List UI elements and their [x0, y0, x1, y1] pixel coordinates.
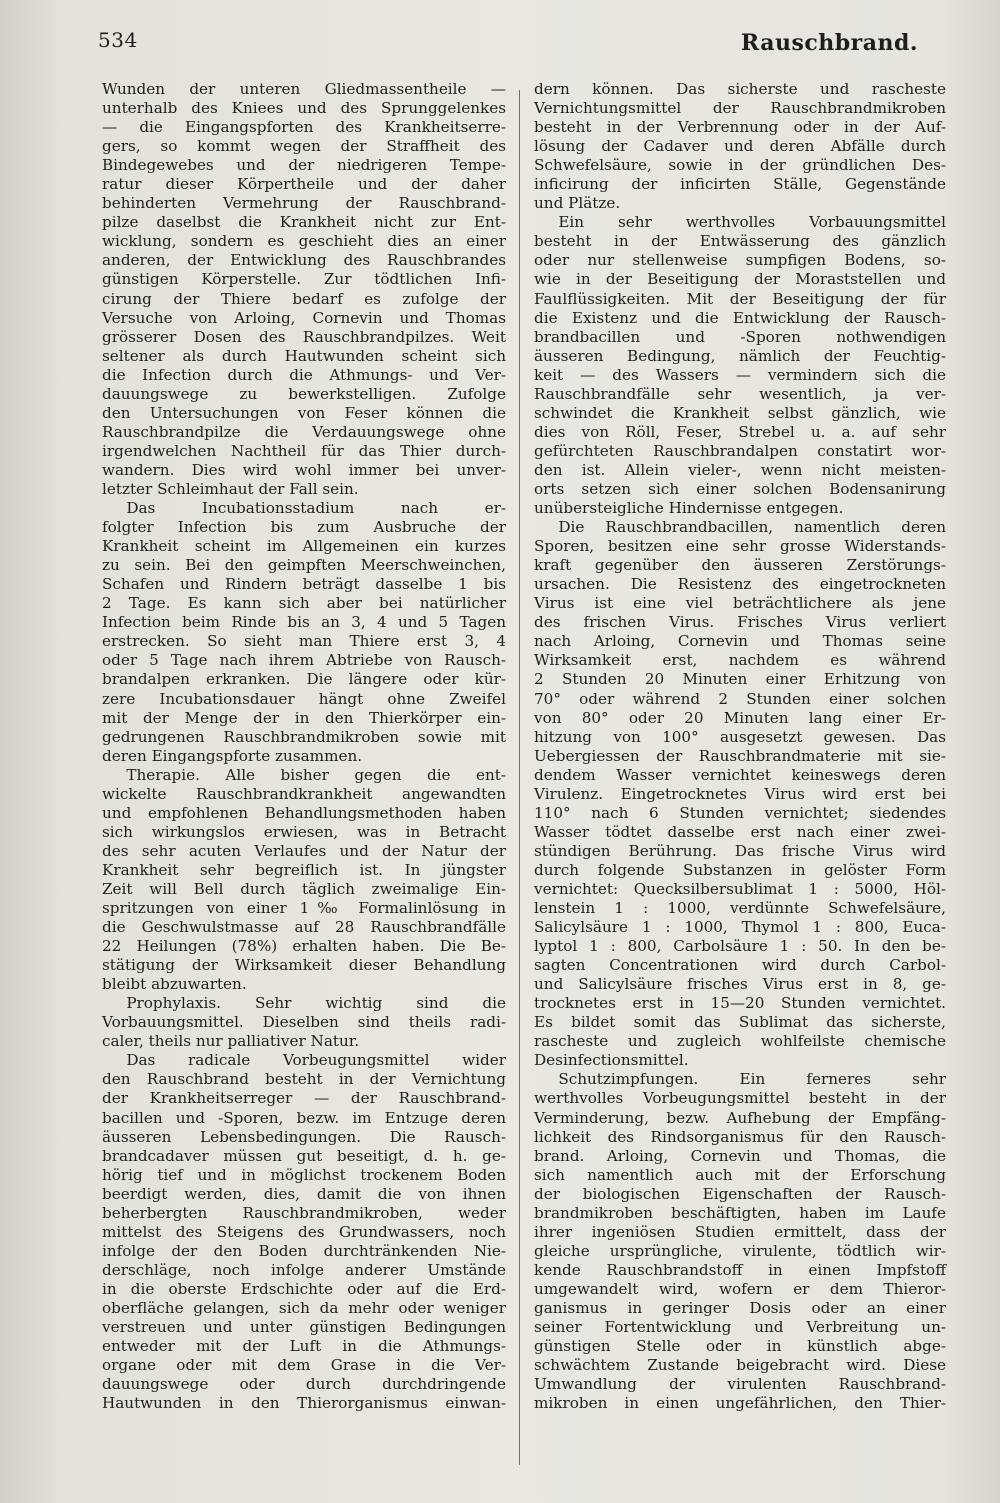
text-line: Das radicale Vorbeugungsmittel wider	[126, 1051, 506, 1070]
text-line: beherbergten Rauschbrandmikroben, weder	[102, 1203, 506, 1222]
text-line: mittelst des Steigens des Grundwassers, noch	[102, 1222, 506, 1241]
text-line: der biologischen Eigenschaften der Rausch-	[534, 1184, 946, 1203]
text-line: brandalpen erkranken. Die längere oder kür-	[102, 670, 506, 689]
text-line: äusseren Lebensbedingungen. Die Rausch-	[102, 1127, 506, 1146]
text-line: Rauschbrandpilze die Verdauungswege ohne	[102, 422, 506, 441]
text-line: spritzungen von einer 1‰ Formalinlösung in	[102, 899, 506, 918]
text-line: seltener als durch Hautwunden scheint sich	[102, 346, 506, 365]
text-line: seiner Fortentwicklung und Verbreitung un-	[534, 1318, 946, 1337]
text-line: schwächtem Zustande beigebracht wird. Diese	[534, 1356, 946, 1375]
text-line: stündigen Berührung. Das frische Virus wird	[534, 841, 946, 860]
text-line: Die Rauschbrandbacillen, namentlich deren	[558, 518, 946, 537]
text-line: und empfohlenen Behandlungsmethoden haben	[102, 803, 506, 822]
page-number: 534	[98, 28, 138, 52]
text-line: ganismus in geringer Dosis oder an einer	[534, 1299, 946, 1317]
text-line: günstigen Körperstelle. Zur tödtlichen Infi-	[102, 270, 506, 289]
text-line: dendem Wasser vernichtet keineswegs deren	[534, 765, 946, 784]
text-line: keit — des Wassers — vermindern sich die	[534, 365, 946, 384]
text-line: erstrecken. So sieht man Thiere erst 3, 4	[102, 632, 506, 651]
text-line: die Geschwulstmasse auf 28 Rauschbrandfälle	[102, 918, 506, 937]
running-title: Rauschbrand.	[740, 30, 918, 56]
text-line: Desinfectionsmittel.	[534, 1051, 689, 1070]
text-line: brand. Arloing, Cornevin und Thomas, die	[534, 1146, 946, 1165]
column-divider	[519, 90, 520, 1465]
text-line: lösung der Cadaver und deren Abfälle durch	[534, 137, 946, 156]
text-line: schwindet die Krankheit selbst gänzlich, wie	[534, 403, 946, 422]
text-line: 110° nach 6 Stunden vernichtet; siedendes	[534, 803, 946, 822]
left-column	[102, 80, 506, 1413]
text-line: Uebergiessen der Rauschbrandmaterie mit sie-	[534, 746, 946, 765]
text-line: Das Incubationsstadium nach er-	[126, 499, 506, 518]
text-line: umgewandelt wird, wofern er dem Thieror-	[534, 1279, 946, 1298]
text-line: 70° oder während 2 Stunden einer solchen	[534, 689, 946, 708]
text-line: Krankheit sehr begreiflich ist. In jüngster	[102, 860, 506, 879]
text-line: stätigung der Wirksamkeit dieser Behandlung	[102, 956, 506, 975]
text-line: unübersteigliche Hindernisse entgegen.	[534, 499, 844, 518]
text-line: ursachen. Die Resistenz des eingetrockneten	[534, 575, 946, 594]
text-line: letzter Schleimhaut der Fall sein.	[102, 479, 359, 498]
text-line: dauungswege zu bewerkstelligen. Zufolge	[102, 384, 506, 403]
text-line: gers, so kommt wegen der Straffheit des	[102, 137, 506, 156]
text-line: Prophylaxis. Sehr wichtig sind die	[126, 994, 506, 1013]
text-line: zu sein. Bei den geimpften Meerschweinchen,	[102, 556, 506, 575]
text-line: Salicylsäure 1 : 1000, Thymol 1 : 800, Euca-	[534, 918, 946, 937]
text-line: lyptol 1 : 800, Carbolsäure 1 : 50. In den be-	[534, 937, 946, 956]
text-line: Wasser tödtet dasselbe erst nach einer zwei-	[534, 822, 946, 841]
text-line: wandern. Dies wird wohl immer bei unver-	[102, 460, 506, 479]
text-line: äusseren Bedingung, nämlich der Feuchtig-	[534, 346, 946, 365]
text-line: brandcadaver müssen gut beseitigt, d. h. ge-	[102, 1146, 506, 1165]
text-line: brandmikroben beschäftigten, haben im Laufe	[534, 1203, 946, 1222]
text-line: infolge der den Boden durchtränkenden Nie-	[102, 1241, 506, 1260]
text-line: den Untersuchungen von Feser können die	[102, 403, 506, 422]
text-line: vernichtet: Quecksilbersublimat 1 : 5000, Höl-	[534, 879, 946, 898]
text-line: ihrer ingeniösen Studien ermittelt, dass der	[534, 1222, 946, 1241]
text-line: 2 Tage. Es kann sich aber bei natürlicher	[102, 594, 506, 613]
text-line: inficirung der inficirten Ställe, Gegenstände	[534, 175, 946, 194]
text-line: kraft gegenüber den äusseren Zerstörungs-	[534, 556, 946, 575]
text-line: grösserer Dosen des Rauschbrandpilzes. Weit	[102, 327, 506, 346]
text-line: kende Rauschbrandstoff in einen Impfstoff	[534, 1260, 946, 1279]
text-line: des frischen Virus. Frisches Virus verliert	[534, 613, 946, 632]
text-line: dauungswege oder durch durchdringende	[102, 1375, 506, 1394]
text-line: und Plätze.	[534, 194, 621, 213]
text-line: gefürchteten Rauschbrandalpen constatirt wor-	[534, 441, 946, 460]
text-line: zere Incubationsdauer hängt ohne Zweifel	[102, 689, 506, 708]
text-line: dies von Röll, Feser, Strebel u. a. auf sehr	[534, 422, 946, 441]
text-line: werthvolles Vorbeugungsmittel besteht in der	[534, 1089, 946, 1108]
text-line: 2 Stunden 20 Minuten einer Erhitzung von	[534, 670, 946, 689]
text-line: oder 5 Tage nach ihrem Abtriebe von Rausch-	[102, 651, 506, 670]
text-line: Infection beim Rinde bis an 3, 4 und 5 Tagen	[102, 613, 506, 632]
text-line: dern können. Das sicherste und rascheste	[534, 80, 946, 98]
text-line: Umwandlung der virulenten Rauschbrand-	[534, 1375, 946, 1394]
text-line: den Rauschbrand besteht in der Vernichtung	[102, 1070, 506, 1089]
text-line: bleibt abzuwarten.	[102, 975, 247, 994]
text-line: wie in der Beseitigung der Moraststellen und	[534, 270, 946, 289]
text-line: orts setzen sich einer solchen Bodensanirung	[534, 479, 946, 498]
text-line: gleiche ursprüngliche, virulente, tödtlich wir-	[534, 1241, 946, 1260]
text-line: Verminderung, bezw. Aufhebung der Empfäng-	[534, 1108, 946, 1127]
text-line: sagten Concentrationen wird durch Carbol-	[534, 956, 946, 975]
text-line: derschläge, noch infolge anderer Umstände	[102, 1260, 506, 1279]
text-line: Versuche von Arloing, Cornevin und Thomas	[102, 308, 506, 327]
text-line: von 80° oder 20 Minuten lang einer Er-	[534, 708, 946, 727]
text-line: Krankheit scheint im Allgemeinen ein kurzes	[102, 537, 506, 556]
text-line: lichkeit des Rindsorganismus für den Rausch-	[534, 1127, 946, 1146]
right-column	[534, 80, 946, 1413]
text-line: des sehr acuten Verlaufes und der Natur der	[102, 841, 506, 860]
text-line: den ist. Allein vieler-, wenn nicht meisten-	[534, 460, 946, 479]
text-line: 22 Heilungen (78%) erhalten haben. Die Be-	[102, 937, 506, 956]
text-line: mit der Menge der in den Thierkörper ein-	[102, 708, 506, 727]
text-line: hitzung von 100° ausgesetzt gewesen. Das	[534, 727, 946, 746]
text-line: gedrungenen Rauschbrandmikroben sowie mit	[102, 727, 506, 746]
text-line: behinderten Vermehrung der Rauschbrand-	[102, 194, 506, 213]
text-line: Zeit will Bell durch täglich zweimalige Ein-	[102, 879, 506, 898]
text-line: Therapie. Alle bisher gegen die ent-	[126, 765, 506, 784]
text-line: irgendwelchen Nachtheil für das Thier durch-	[102, 441, 506, 460]
text-line: sich namentlich auch mit der Erforschung	[534, 1165, 946, 1184]
text-line: Es bildet somit das Sublimat das sicherste,	[534, 1013, 946, 1032]
text-line: Virus ist eine viel beträchtlichere als jene	[534, 594, 946, 613]
text-line: Virulenz. Eingetrocknetes Virus wird erst bei	[534, 784, 946, 803]
text-line: Schwefelsäure, sowie in der gründlichen Des-	[534, 156, 946, 175]
text-line: mikroben in einen ungefährlichen, den Thier-	[534, 1394, 946, 1413]
text-line: wicklung, sondern es geschieht dies an einer	[102, 232, 506, 251]
text-line: Sporen, besitzen eine sehr grosse Widerstands-	[534, 537, 946, 556]
text-line: die Existenz und die Entwicklung der Rausch-	[534, 308, 946, 327]
text-line: Schafen und Rindern beträgt dasselbe 1 bis	[102, 575, 506, 594]
text-line: unterhalb des Kniees und des Sprunggelenkes	[102, 99, 506, 118]
text-line: sich wirkungslos erwiesen, was in Betracht	[102, 822, 506, 841]
text-line: nach Arloing, Cornevin und Thomas seine	[534, 632, 946, 651]
text-line: Vernichtungsmittel der Rauschbrandmikroben	[534, 99, 946, 118]
text-line: lenstein 1 : 1000, verdünnte Schwefelsäure,	[534, 899, 946, 918]
text-line: bacillen und -Sporen, bezw. im Entzuge deren	[102, 1108, 506, 1127]
text-line: Bindegewebes und der niedrigeren Tempe-	[102, 156, 506, 175]
text-line: Wunden der unteren Gliedmassentheile —	[102, 80, 506, 98]
text-line: verstreuen und unter günstigen Bedingungen	[102, 1318, 506, 1337]
page-header	[98, 28, 918, 62]
text-line: Rauschbrandfälle sehr wesentlich, ja ver-	[534, 384, 946, 403]
text-line: Wirksamkeit erst, nachdem es während	[534, 651, 946, 670]
text-line: besteht in der Entwässerung des gänzlich	[534, 232, 946, 251]
text-line: hörig tief und in möglichst trockenem Boden	[102, 1165, 506, 1184]
text-line: oder nur stellenweise sumpfigen Bodens, so-	[534, 251, 946, 270]
text-line: organe oder mit dem Grase in die Ver-	[102, 1356, 506, 1375]
text-line: folgter Infection bis zum Ausbruche der	[102, 518, 506, 537]
text-line: Vorbauungsmittel. Dieselben sind theils radi-	[102, 1013, 506, 1032]
text-line: ratur dieser Körpertheile und der daher	[102, 175, 506, 194]
text-line: caler, theils nur palliativer Natur.	[102, 1032, 360, 1051]
text-line: cirung der Thiere bedarf es zufolge der	[102, 289, 506, 308]
text-line: günstigen Stelle oder in künstlich abge-	[534, 1337, 946, 1356]
text-line: trocknetes erst in 15—20 Stunden vernichtet.	[534, 994, 946, 1013]
text-line: Schutzimpfungen. Ein ferneres sehr	[558, 1070, 946, 1089]
text-line: durch folgende Substanzen in gelöster Form	[534, 860, 946, 879]
text-line: Ein sehr werthvolles Vorbauungsmittel	[558, 213, 946, 232]
text-line: deren Eingangspforte zusammen.	[102, 746, 363, 765]
text-line: rascheste und zugleich wohlfeilste chemische	[534, 1032, 946, 1051]
text-line: in die oberste Erdschichte oder auf die Erd-	[102, 1279, 506, 1298]
text-line: anderen, der Entwicklung des Rauschbrandes	[102, 251, 506, 270]
text-line: besteht in der Verbrennung oder in der Auf-	[534, 118, 946, 137]
text-line: Faulflüssigkeiten. Mit der Beseitigung der für	[534, 289, 946, 308]
text-line: entweder mit der Luft in die Athmungs-	[102, 1337, 506, 1356]
text-line: Hautwunden in den Thierorganismus einwan-	[102, 1394, 506, 1413]
text-line: oberfläche gelangen, sich da mehr oder weniger	[102, 1299, 506, 1317]
text-line: wickelte Rauschbrandkrankheit angewandten	[102, 784, 506, 803]
text-line: — die Eingangspforten des Krankheitserre-	[102, 118, 506, 137]
text-line: beerdigt werden, dies, damit die von ihnen	[102, 1184, 506, 1203]
text-line: die Infection durch die Athmungs- und Ver-	[102, 365, 506, 384]
text-line: und Salicylsäure frisches Virus erst in 8, ge-	[534, 975, 946, 994]
text-line: der Krankheitserreger — der Rauschbrand-	[102, 1089, 506, 1108]
text-line: brandbacillen und -Sporen nothwendigen	[534, 327, 946, 346]
text-line: pilze daselbst die Krankheit nicht zur Ent-	[102, 213, 506, 232]
